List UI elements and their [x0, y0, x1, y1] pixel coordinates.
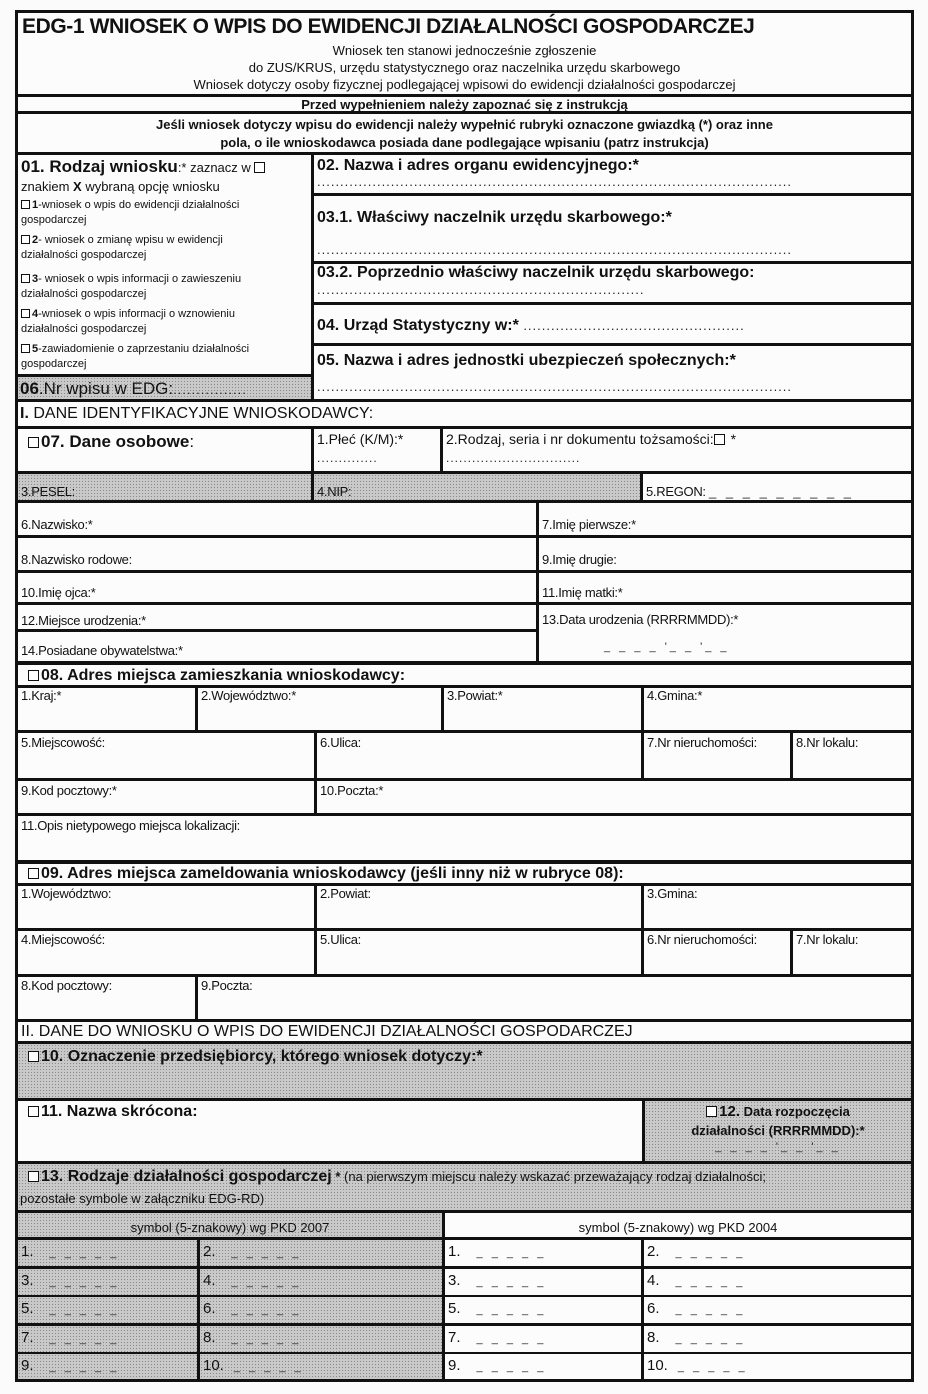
reg-building-number-label: 6.Nr nieruchomości:: [647, 932, 757, 947]
mother-name-label: 11.Imię matki:*: [542, 585, 623, 600]
birth-date-label: 13.Data urodzenia (RRRRMMDD):*: [542, 612, 739, 627]
slot-number: 4.: [203, 1272, 216, 1289]
slot-dashes: _ _ _ _ _: [231, 1304, 302, 1316]
postal-code-label: 9.Kod pocztowy:*: [21, 783, 117, 798]
pkd2007-slot-9[interactable]: [15, 1352, 199, 1382]
section-II-label: II. DANE DO WNIOSKU O WPIS DO EWIDENCJI DZIAŁALNOŚCI GOSPODARCZEJ: [21, 1023, 633, 1040]
field-reg-commune[interactable]: [642, 884, 914, 930]
section-10-entrepreneur-name[interactable]: [15, 1042, 914, 1100]
option-2[interactable]: [21, 233, 223, 263]
required-star: *: [726, 431, 737, 447]
checkbox-sample-icon: [254, 162, 265, 173]
slot-number: 1.: [448, 1243, 461, 1260]
slot-number: 7.: [21, 1329, 34, 1346]
slot-number: 2.: [647, 1243, 660, 1260]
slot-number: 10.: [203, 1357, 224, 1374]
slot-dashes: _ _ _ _ _: [476, 1304, 547, 1316]
option-text: działalności gospodarczej: [21, 323, 147, 335]
father-name-label: 10.Imię ojca:*: [21, 585, 96, 600]
slot-number: 7.: [448, 1329, 461, 1346]
slot-dashes: _ _ _ _ _: [49, 1247, 120, 1259]
location-description-label: 11.Opis nietypowego miejsca lokalizacji:: [21, 818, 240, 833]
option-text: -wniosek o wpis informacji o wznowieniu: [38, 308, 235, 320]
pkd2004-slot-10[interactable]: [642, 1352, 914, 1382]
slot-number: 10.: [647, 1357, 668, 1374]
surname-label: 6.Nazwisko:*: [21, 517, 93, 532]
pkd2004-header-label: symbol (5-znakowy) wg PKD 2004: [578, 1220, 778, 1235]
section-02-label: 02. Nazwa i adres organu ewidencyjnego:*: [317, 157, 639, 174]
slot-number: 3.: [21, 1272, 34, 1289]
id-document-dots: ...............................: [446, 451, 581, 465]
field-birth-place[interactable]: [15, 603, 538, 631]
checkbox-10[interactable]: [28, 1051, 39, 1062]
field-country[interactable]: [15, 686, 197, 732]
subtitle-3: Wniosek dotyczy osoby fizycznej podlegającej wpisowi do ewidencji działalności gospodarczej: [193, 77, 736, 92]
instruction-line-1: Jeśli wniosek dotyczy wpisu do ewidencji należy wypełnić rubryki oznaczone gwiazdką (*) oraz inne: [156, 117, 773, 132]
country-label: 1.Kraj:*: [21, 688, 62, 703]
section-09-header: [15, 861, 914, 885]
option-number: 1: [32, 199, 39, 211]
section-13-note-2: pozostałe symbole w załączniku EDG-RD): [20, 1191, 265, 1206]
section-13-title: 13. Rodzaje działalności gospodarczej: [41, 1168, 332, 1185]
option-3[interactable]: [21, 272, 241, 302]
pkd2004-slot-4[interactable]: [642, 1267, 914, 1297]
section-032-label: 03.2. Poprzednio właściwy naczelnik urzędu skarbowego:: [317, 264, 755, 281]
section-04-label: 04. Urząd Statystyczny w:*: [317, 317, 519, 334]
instruction-line-2: pola, o ile wnioskodawca posiada dane podlegające wpisaniu (patrz instrukcja): [220, 135, 709, 150]
field-reg-post-office[interactable]: [196, 975, 914, 1021]
street-label: 6.Ulica:: [320, 735, 361, 750]
field-post-office[interactable]: [315, 779, 914, 815]
reg-postal-code-label: 8.Kod pocztowy:: [21, 978, 112, 993]
option-4[interactable]: [21, 307, 235, 337]
slot-number: 4.: [647, 1272, 660, 1289]
maiden-name-label: 8.Nazwisko rodowe:: [21, 552, 132, 567]
citizenship-label: 14.Posiadane obywatelstwa:*: [21, 643, 183, 658]
slot-dashes: _ _ _ _ _: [49, 1276, 120, 1288]
pkd2007-slot-8[interactable]: [198, 1324, 444, 1354]
option-text: działalności gospodarczej: [21, 249, 147, 261]
nip-label: 4.NIP:: [317, 484, 352, 499]
slot-number: 8.: [647, 1329, 660, 1346]
slot-dashes: _ _ _ _ _: [233, 1361, 304, 1373]
section-08-title: 08. Adres miejsca zamieszkania wnioskodawcy:: [41, 667, 406, 684]
pkd2004-slot-6[interactable]: [642, 1295, 914, 1325]
section-11-label: 11. Nazwa skrócona:: [41, 1103, 198, 1120]
option-text: gospodarczej: [21, 214, 87, 226]
field-second-name[interactable]: [537, 536, 914, 572]
section-09-title: 09. Adres miejsca zameldowania wnioskodawcy (jeśli inny niż w rubryce 08):: [41, 865, 624, 882]
section-05-label: 05. Nazwa i adres jednostki ubezpieczeń społecznych:*: [317, 352, 736, 369]
slot-dashes: _ _ _ _ _: [231, 1276, 302, 1288]
field-reg-apartment-number[interactable]: [791, 929, 914, 976]
section-04-dots: ................................................: [523, 318, 745, 333]
pkd2007-slot-6[interactable]: [198, 1295, 444, 1325]
id-document-label: 2.Rodzaj, seria i nr dokumentu tożsamości:: [446, 431, 714, 447]
pkd2004-slot-9[interactable]: [443, 1352, 643, 1382]
section-031-label: 03.1. Właściwy naczelnik urzędu skarbowego:*: [317, 209, 672, 226]
slot-number: 8.: [203, 1329, 216, 1346]
notice-text: Przed wypełnieniem należy zapoznać się z instrukcją: [301, 97, 628, 112]
required-star: *: [331, 1169, 341, 1184]
pkd2004-slot-7[interactable]: [443, 1324, 643, 1354]
section-07-colon: :: [189, 432, 195, 451]
regon-label: 5.REGON:: [646, 484, 706, 499]
field-maiden-name[interactable]: [15, 536, 538, 572]
gender-dots: ..............: [317, 451, 378, 465]
option-text: gospodarczej: [21, 358, 87, 370]
apartment-number-label: 8.Nr lokalu:: [796, 735, 859, 750]
slot-dashes: _ _ _ _ _: [675, 1304, 746, 1316]
building-number-label: 7.Nr nieruchomości:: [647, 735, 757, 750]
checkbox-option-2[interactable]: [21, 235, 30, 244]
slot-number: 9.: [21, 1357, 34, 1374]
slot-number: 3.: [448, 1272, 461, 1289]
form-title: EDG-1 WNIOSEK O WPIS DO EWIDENCJI DZIAŁALNOŚCI GOSPODARCZEJ: [22, 15, 755, 38]
field-building-number[interactable]: [642, 731, 792, 780]
reg-county-label: 2.Powiat:: [320, 886, 371, 901]
slot-dashes: _ _ _ _ _: [675, 1276, 746, 1288]
section-01-hint-end: wybraną opcję wniosku: [81, 179, 220, 194]
section-II-header: [15, 1020, 914, 1043]
pkd2007-slot-1[interactable]: [15, 1238, 199, 1268]
section-01-hint: znakiem: [21, 179, 74, 194]
pkd2007-slot-4[interactable]: [198, 1267, 444, 1297]
field-citizenship[interactable]: [15, 630, 538, 663]
option-text: działalności gospodarczej: [21, 288, 147, 300]
instruction-bar: [15, 112, 914, 154]
x-mark: X: [73, 179, 82, 194]
section-I-header: [15, 400, 914, 428]
commune-label: 4.Gmina:*: [647, 688, 703, 703]
option-text: - wniosek o zmianę wpisu w ewidencji: [38, 234, 223, 246]
section-06-dots: ................: [173, 382, 247, 397]
post-office-label: 10.Poczta:*: [320, 783, 384, 798]
option-number: 5: [32, 343, 39, 355]
section-032-previous-tax-office[interactable]: [312, 262, 914, 304]
checkbox-option-1[interactable]: [21, 200, 30, 209]
pkd2007-slot-2[interactable]: [198, 1238, 444, 1268]
slot-dashes: _ _ _ _ _: [49, 1361, 120, 1373]
option-text: -wniosek o wpis do ewidencji działalności: [38, 199, 240, 211]
checkbox-12[interactable]: [706, 1106, 717, 1117]
gender-label: 1.Płeć (K/M):*: [317, 431, 404, 447]
field-surname[interactable]: [15, 501, 538, 537]
slot-number: 6.: [647, 1300, 660, 1317]
pkd2007-slot-10[interactable]: [198, 1352, 444, 1382]
checkbox-08[interactable]: [28, 670, 39, 681]
section-05-social-insurance[interactable]: [312, 344, 914, 401]
pkd2004-header: [443, 1211, 914, 1239]
notice-bar: [15, 95, 914, 113]
subtitle-2: do ZUS/KRUS, urzędu statystycznego oraz naczelnika urzędu skarbowego: [248, 60, 681, 75]
slot-number: 1.: [21, 1243, 34, 1260]
section-12-number: 12.: [719, 1103, 741, 1120]
slot-dashes: _ _ _ _ _: [231, 1247, 302, 1259]
slot-dashes: _ _ _ _ _: [476, 1247, 547, 1259]
second-name-label: 9.Imię drugie:: [542, 552, 617, 567]
section-01-title-suffix: :* zaznacz w: [177, 160, 251, 175]
section-031-tax-office[interactable]: [312, 194, 914, 263]
field-pesel[interactable]: [15, 472, 313, 502]
option-text: -zawiadomienie o zaprzestaniu działalności: [38, 343, 250, 355]
section-06-edg-number[interactable]: [15, 375, 313, 401]
slot-number: 5.: [448, 1300, 461, 1317]
form-header: [15, 10, 914, 96]
section-I-prefix: I.: [20, 405, 29, 422]
checkbox-13[interactable]: [28, 1171, 39, 1182]
pkd2007-slot-3[interactable]: [15, 1267, 199, 1297]
slot-dashes: _ _ _ _ _: [476, 1333, 547, 1345]
section-I-label: DANE IDENTYFIKACYJNE WNIOSKODAWCY:: [28, 405, 374, 422]
county-label: 3.Powiat:*: [447, 688, 503, 703]
field-reg-locality[interactable]: [15, 929, 316, 976]
field-commune[interactable]: [642, 686, 914, 732]
field-id-document[interactable]: [441, 427, 914, 473]
field-locality[interactable]: [15, 731, 316, 780]
option-1[interactable]: [21, 198, 239, 228]
section-12-label-1: Data rozpoczęcia: [740, 1104, 850, 1119]
checkbox-11[interactable]: [28, 1106, 39, 1117]
section-13-business-activities: [15, 1162, 914, 1212]
field-mother-name[interactable]: [537, 571, 914, 604]
section-12-dashes: _ _ _ _ '_ _ '_ _: [715, 1141, 841, 1153]
pkd2004-slot-5[interactable]: [443, 1295, 643, 1325]
slot-dashes: _ _ _ _ _: [476, 1276, 547, 1288]
field-regon[interactable]: [641, 472, 914, 502]
section-10-label: 10. Oznaczenie przedsiębiorcy, którego wniosek dotyczy:*: [41, 1048, 483, 1065]
field-voivodeship[interactable]: [196, 686, 443, 732]
checkbox-option-4[interactable]: [21, 309, 30, 318]
pesel-label: 3.PESEL:: [21, 484, 75, 499]
pkd2007-slot-5[interactable]: [15, 1295, 199, 1325]
section-02-dots: .......................................................................................................: [317, 174, 793, 189]
pkd2004-slot-3[interactable]: [443, 1267, 643, 1297]
locality-label: 5.Miejscowość:: [21, 735, 105, 750]
field-postal-code[interactable]: [15, 779, 316, 815]
section-032-dots: .......................................................................: [317, 282, 645, 297]
section-13-note-1: (na pierwszym miejscu należy wskazać przeważający rodzaj działalności;: [340, 1169, 766, 1184]
birth-place-label: 12.Miejsce urodzenia:*: [21, 613, 146, 628]
slot-dashes: _ _ _ _ _: [49, 1304, 120, 1316]
pkd2004-slot-1[interactable]: [443, 1238, 643, 1268]
slot-dashes: _ _ _ _ _: [675, 1333, 746, 1345]
reg-post-office-label: 9.Poczta:: [201, 978, 253, 993]
field-reg-street[interactable]: [315, 929, 643, 976]
reg-locality-label: 4.Miejscowość:: [21, 932, 105, 947]
section-12-label-2: działalności (RRRRMMDD):*: [691, 1123, 865, 1138]
slot-number: 9.: [448, 1357, 461, 1374]
slot-number: 6.: [203, 1300, 216, 1317]
slot-number: 2.: [203, 1243, 216, 1260]
field-first-name[interactable]: [537, 501, 914, 537]
field-father-name[interactable]: [15, 571, 538, 604]
slot-dashes: _ _ _ _ _: [677, 1361, 748, 1373]
section-12-start-date[interactable]: [643, 1099, 914, 1163]
field-gender[interactable]: [312, 427, 442, 473]
section-031-dots: .......................................................................................................: [317, 242, 793, 257]
field-nip[interactable]: [312, 472, 642, 502]
checkbox-option-3[interactable]: [21, 274, 30, 283]
slot-number: 5.: [21, 1300, 34, 1317]
field-birth-date[interactable]: [537, 603, 914, 663]
option-number: 2: [32, 234, 39, 246]
field-reg-voivodeship[interactable]: [15, 884, 316, 930]
section-11-short-name[interactable]: [15, 1099, 644, 1163]
checkbox-09[interactable]: [28, 868, 39, 879]
pkd2004-slot-8[interactable]: [642, 1324, 914, 1354]
first-name-label: 7.Imię pierwsze:*: [542, 517, 636, 532]
reg-commune-label: 3.Gmina:: [647, 886, 698, 901]
slot-dashes: _ _ _ _ _: [476, 1361, 547, 1373]
birth-date-dashes: _ _ _ _ '_ _ '_ _: [604, 641, 730, 653]
section-07-title: 07. Dane osobowe: [41, 432, 190, 451]
pkd2007-header: [15, 1211, 444, 1239]
regon-dashes: _ _ _ _ _ _ _ _ _: [709, 484, 855, 499]
checkbox-07[interactable]: [28, 437, 39, 448]
option-number: 3: [32, 273, 39, 285]
section-08-header: [15, 662, 914, 687]
section-04-statistical-office[interactable]: [312, 303, 914, 345]
field-reg-postal-code[interactable]: [15, 975, 197, 1021]
section-06-label: .Nr wpisu w EDG:: [38, 379, 174, 398]
section-02-registry-authority[interactable]: [312, 153, 914, 195]
voivodeship-label: 2.Województwo:*: [201, 688, 296, 703]
field-reg-building-number[interactable]: [642, 929, 792, 976]
field-location-description[interactable]: [15, 814, 914, 862]
field-county[interactable]: [442, 686, 643, 732]
pkd2007-slot-7[interactable]: [15, 1324, 199, 1354]
reg-apartment-number-label: 7.Nr lokalu:: [796, 932, 859, 947]
option-number: 4: [32, 308, 39, 320]
slot-dashes: _ _ _ _ _: [49, 1333, 120, 1345]
checkbox-option-5[interactable]: [21, 344, 30, 353]
pkd2004-slot-2[interactable]: [642, 1238, 914, 1268]
subtitle-1: Wniosek ten stanowi jednocześnie zgłoszenie: [332, 43, 597, 58]
checkbox-id-document[interactable]: [714, 434, 725, 445]
section-01-application-type: [15, 153, 313, 376]
field-street[interactable]: [315, 731, 643, 780]
reg-voivodeship-label: 1.Województwo:: [21, 886, 112, 901]
option-text: - wniosek o wpis informacji o zawieszeniu: [38, 273, 242, 285]
field-apartment-number[interactable]: [791, 731, 914, 780]
section-06-number: 06: [20, 379, 39, 398]
reg-street-label: 5.Ulica:: [320, 932, 361, 947]
slot-dashes: _ _ _ _ _: [231, 1333, 302, 1345]
field-reg-county[interactable]: [315, 884, 643, 930]
section-07-personal-data: [15, 427, 313, 473]
slot-dashes: _ _ _ _ _: [675, 1247, 746, 1259]
section-01-title: 01. Rodzaj wniosku: [21, 157, 178, 176]
pkd2007-header-label: symbol (5-znakowy) wg PKD 2007: [130, 1220, 330, 1235]
option-5[interactable]: [21, 342, 249, 372]
section-05-dots: .......................................................................................................: [317, 379, 793, 394]
